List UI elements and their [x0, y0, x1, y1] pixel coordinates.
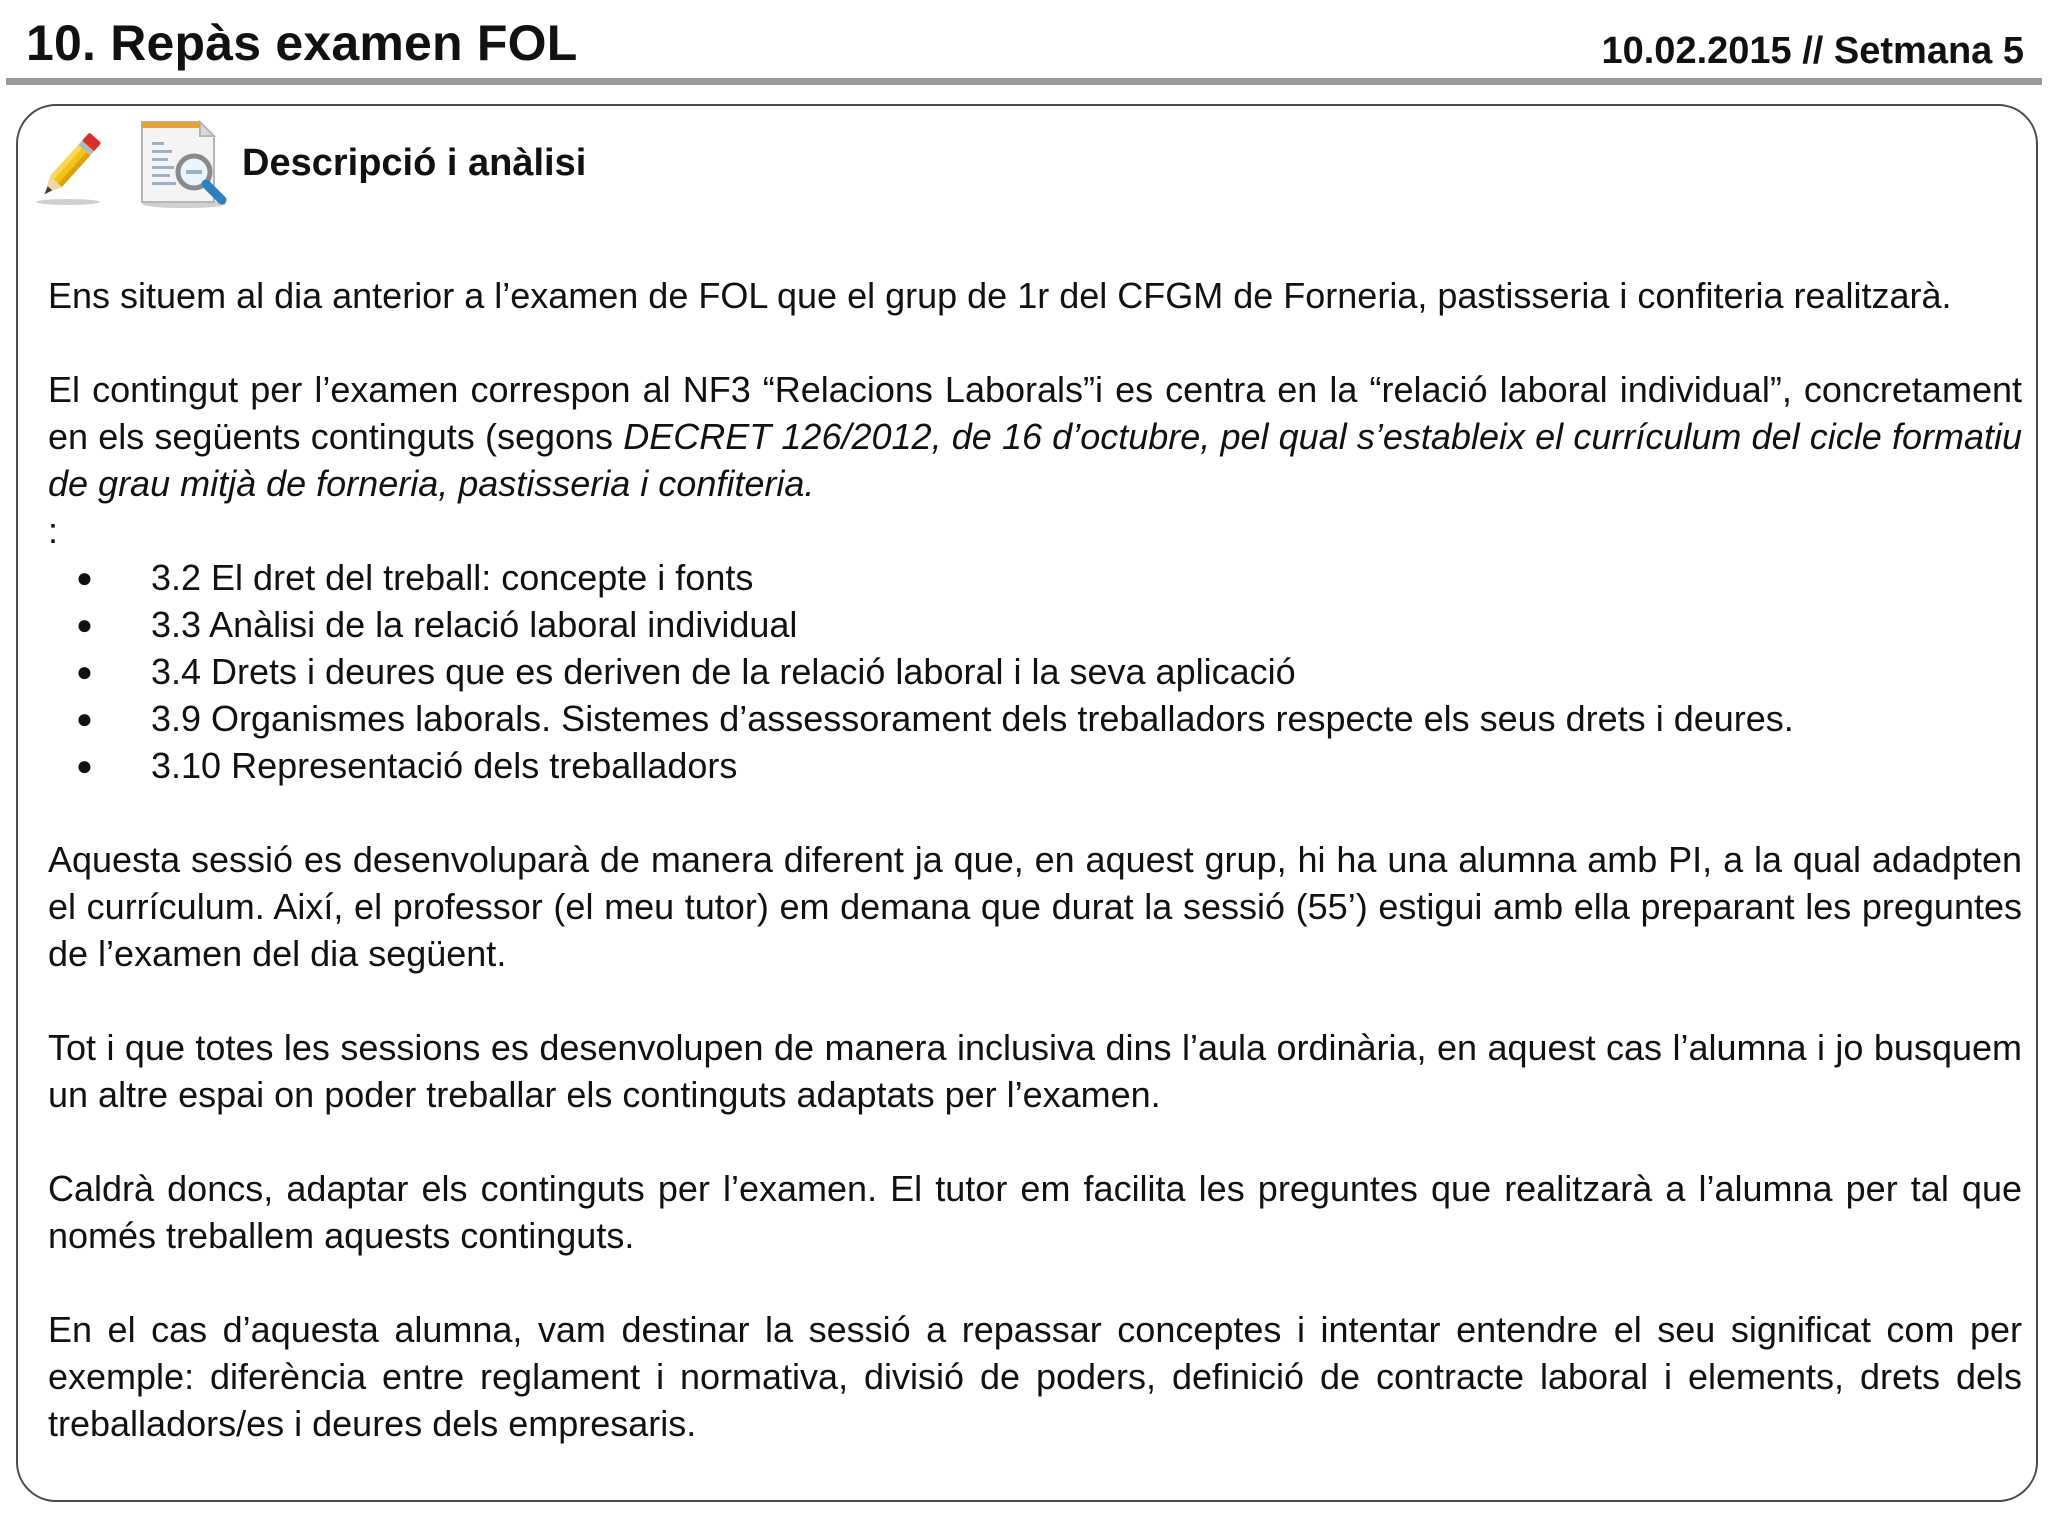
bullet-icon: ●: [76, 562, 93, 593]
list-item: [48, 554, 2022, 601]
document-search-icon: [138, 118, 234, 210]
list-item: [48, 648, 2022, 695]
bullet-icon: ●: [76, 609, 93, 640]
list-item-text: 3.3 Anàlisi de la relació laboral individual: [151, 604, 798, 645]
list-item-text: 3.2 El dret del treball: concepte i fonts: [151, 557, 754, 598]
list-item: [48, 601, 2022, 648]
paragraph-intro: Ens situem al dia anterior a l’examen de FOL que el grup de 1r del CFGM de Forneria, pastisseria i confiteria realitzarà.: [48, 275, 1952, 316]
list-item: [48, 695, 2022, 742]
paragraph-exam-content: [48, 366, 2022, 507]
paragraph-inclusion: Tot i que totes les sessions es desenvolupen de manera inclusiva dins l’aula ordinària, en aquest cas l’alumna i jo busquem un altre espai on poder treballar els continguts adaptats per l’examen.: [48, 1027, 2022, 1115]
page-header: [0, 0, 2048, 92]
list-item-text: 3.10 Representació dels treballadors: [151, 745, 738, 786]
paragraph-session: Aquesta sessió es desenvoluparà de manera diferent ja que, en aquest grup, hi ha una alumna amb PI, a la qual adadpten el currículum. Així, el professor (el meu tutor) em demana que durat la sessió (55’) estigui amb ella preparant les preguntes de l’examen del dia següent.: [48, 839, 2022, 974]
paragraph-adaptation: Caldrà doncs, adaptar els continguts per l’examen. El tutor em facilita les preguntes que realitzarà a l’alumna per tal que només treballem aquests continguts.: [48, 1168, 2022, 1256]
pencil-icon: [32, 126, 108, 208]
section-heading: Descripció i anàlisi: [242, 142, 587, 184]
list-item-text: 3.4 Drets i deures que es deriven de la relació laboral i la seva aplicació: [151, 651, 1296, 692]
decree-citation: DECRET 126/2012, de 16 d’octubre, pel qual s’estableix el currículum del cicle formatiu de grau mitjà de forneria, pastisseria i confiteria.: [48, 416, 2022, 504]
bullet-icon: ●: [76, 656, 93, 687]
paragraph-concepts: En el cas d’aquesta alumna, vam destinar la sessió a repassar conceptes i intentar entendre el seu significat com per exemple: diferència entre reglament i normativa, divisió de poders, definició de contracte laboral i elements, drets dels treballadors/es i deures dels empresaris.: [48, 1309, 2022, 1444]
colon-line: :: [48, 510, 59, 551]
paragraph-exam-content-lead: El contingut per l’examen correspon al NF3 “Relacions Laborals”i es centra en la “relació laboral individual”, concretament en els següents continguts (segons: [48, 369, 2022, 457]
document-body: [48, 272, 2022, 1447]
bullet-icon: ●: [76, 703, 93, 734]
page-title: 10. Repàs examen FOL: [26, 15, 578, 71]
date-week-label: 10.02.2015 // Setmana 5: [1601, 30, 2024, 72]
header-divider: [6, 78, 2042, 85]
list-item-text: 3.9 Organismes laborals. Sistemes d’assessorament dels treballadors respecte els seus drets i deures.: [151, 698, 1794, 739]
bullet-icon: ●: [76, 750, 93, 781]
topics-list: [48, 554, 2022, 789]
list-item: [48, 742, 2022, 789]
